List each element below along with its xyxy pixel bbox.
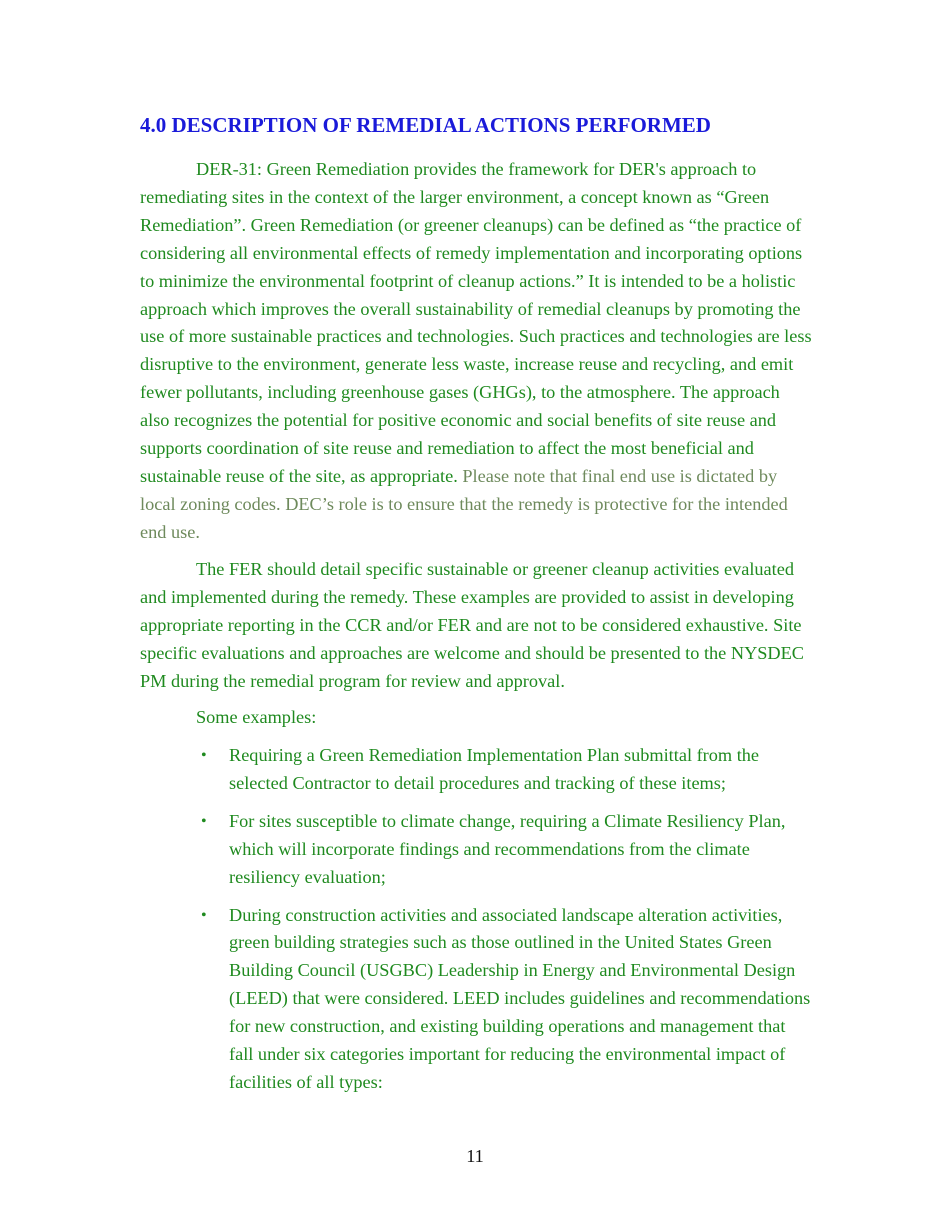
list-item [196,808,812,892]
list-item-text: Requiring a Green Remediation Implementation Plan submittal from the selected Contractor to detail procedures and tracking of these items; [229,745,760,793]
page-number: 11 [466,1146,484,1166]
paragraph-fer-details [140,556,812,696]
bullet-icon: • [201,812,207,830]
examples-list [196,742,812,1107]
list-item [196,742,812,798]
examples-intro: Some examples: [196,707,317,727]
paragraph-green-text: DER-31: Green Remediation provides the framework for DER's approach to remediating sites in the context of the larger environment, a concept known as “Green Remediation”. Green Remediation (or greener cleanups) can be defined as “the practice of considering all environmental effects of remedy implementation and incorporating options to minimize the environmental footprint of cleanup actions.” It is intended to be a holistic approach which improves the overall sustainability of remedial cleanups by promoting the use of more sustainable practices and technologies. Such practices and technologies are less disruptive to the environment, generate less waste, increase reuse and recycling, and emit fewer pollutants, including greenhouse gases (GHGs), to the atmosphere. The approach also recognizes the potential for positive economic and social benefits of site reuse and supports coordination of site reuse and remediation to affect the most beneficial and sustainable reuse of the site, as appropriate. [140,159,812,486]
list-item [196,902,812,1097]
bullet-icon: • [201,906,207,924]
paragraph-green-remediation [140,156,812,547]
zoning-note-text: Please note that final end use is dictated by local zoning codes. DEC’s role is to ensure that the remedy is protective for the intended end use. [140,465,788,542]
bullet-icon: • [201,747,207,764]
paragraph-fer-text: The FER should detail specific sustainable or greener cleanup activities evaluated and implemented during the remedy. These examples are provided to assist in developing appropriate reporting in the CCR and/or FER and are not to be considered exhaustive. Site specific evaluations and approaches are welcome and should be presented to the NYSDEC PM during the remedial program for review and approval. [140,559,804,691]
list-item-text: During construction activities and associated landscape alteration activities, green building strategies such as those outlined in the United States Green Building Council (USGBC) Leadership in Energy and Environmental Design (LEED) that were considered. LEED includes guidelines and recommendations for new construction, and existing building operations and management that fall under six categories important for reducing the environmental impact of facilities of all types: [229,904,811,1092]
list-item-text: For sites susceptible to climate change, requiring a Climate Resiliency Plan, which will incorporate findings and recommendations from the climate resiliency evaluation; [229,810,786,887]
section-heading: 4.0 DESCRIPTION OF REMEDIAL ACTIONS PERFORMED [140,113,711,137]
